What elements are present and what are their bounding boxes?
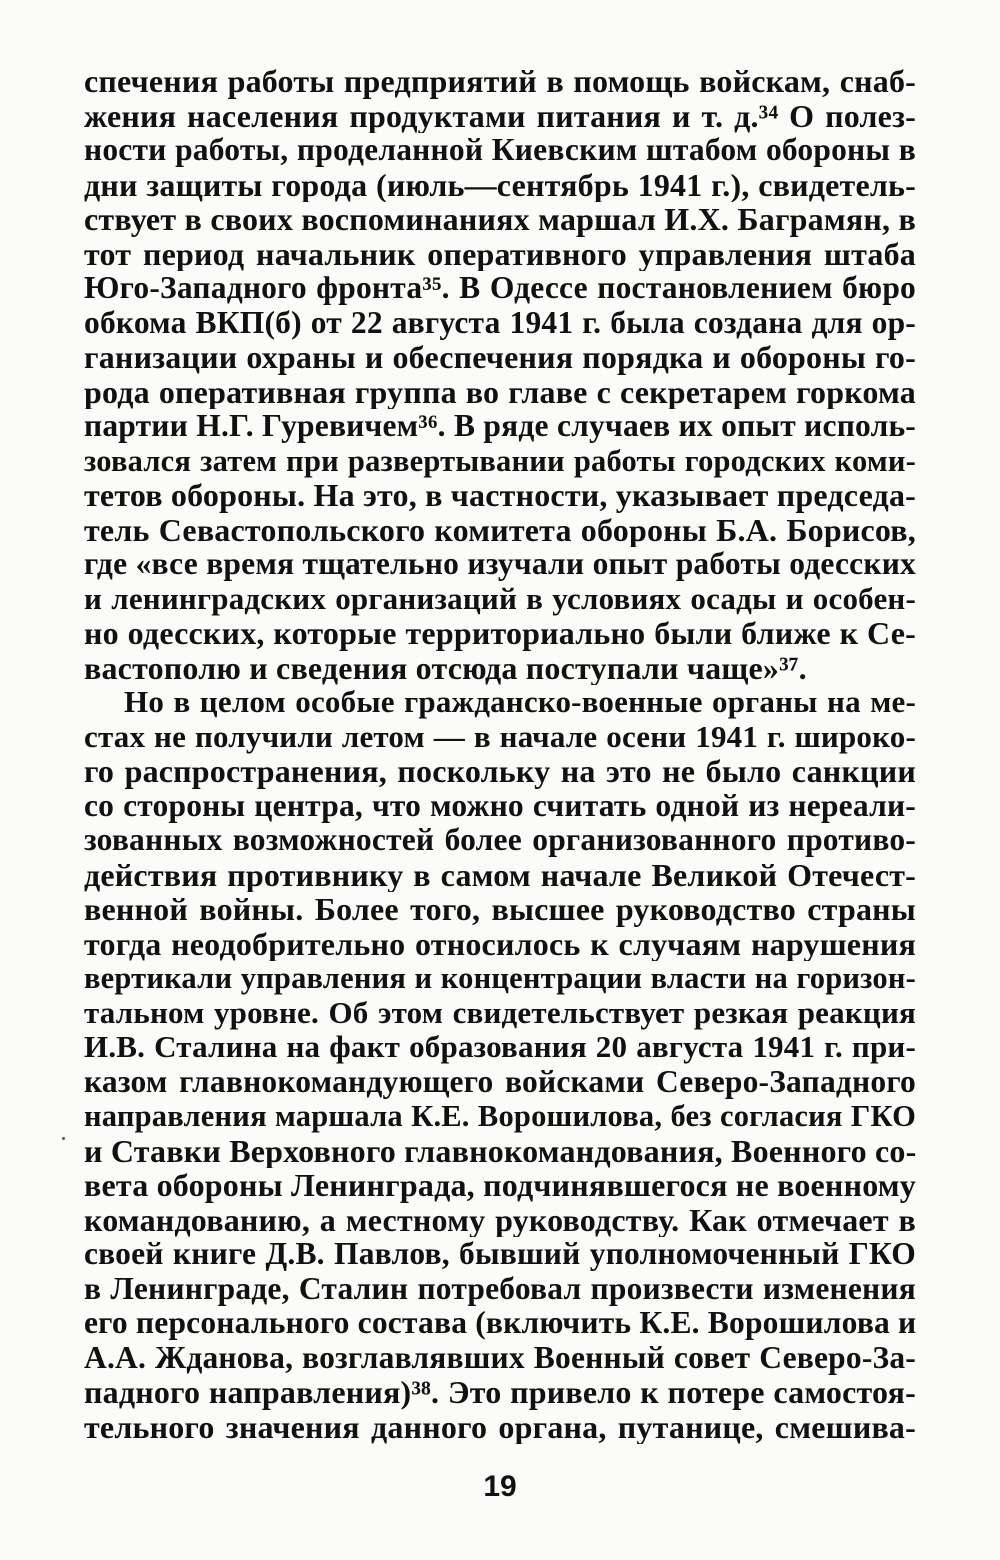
text-line: обкома ВКП(б) от 22 августа 1941 г. была создана для ор- [84,305,916,340]
page-number: 19 [483,1470,517,1503]
text-line: венной войны. Более того, высшее руководство страны [84,892,916,927]
text-line: ганизации охраны и обеспечения порядка и обороны го- [84,340,916,375]
text-line: А.А. Жданова, возглавлявших Военный совет Северо-За- [84,1340,916,1375]
text-line: и ленинградских организаций в условиях осады и особен- [84,581,916,616]
text-line: тогда неодобрительно относилось к случаям нарушения [84,926,916,961]
text-line: командованию, а местному руководству. Как отмечает в [84,1202,916,1237]
paragraph-2 [84,685,916,1444]
text-line: и Ставки Верховного главнокомандования, Военного со- [84,1133,916,1168]
text-line: тетов обороны. На это, в частности, указывает председа- [84,478,916,513]
body-text [84,64,916,1444]
text-line: партии Н.Г. Гуревичем³⁶. В ряде случаев их опыт исполь- [84,409,916,443]
text-line: тельного значения данного органа, путанице, смешива- [84,1409,916,1444]
text-line: казом главнокомандующего войсками Северо-Западного [84,1064,916,1099]
text-line: падного направления)³⁸. Это привело к потере самостоя- [84,1375,916,1410]
text-line: дни защиты города (июль—сентябрь 1941 г.), свидетель- [84,167,916,202]
text-line: вастополю и сведения отсюда поступали чаще»³⁷. [84,650,807,685]
paragraph-1 [84,64,916,685]
text-line: стах не получили летом — в начале осени 1941 г. широко- [84,719,916,754]
text-line: зованных возможностей более организованного противо- [84,823,916,857]
text-line: действия противнику в самом начале Великой Отечест- [84,857,916,892]
text-line: ности работы, проделанной Киевским штабом обороны в [84,133,916,167]
text-line: И.В. Сталина на факт образования 20 августа 1941 г. при- [84,1030,916,1064]
text-line: вертикали управления и концентрации власти на горизон- [84,961,916,995]
text-line: в Ленинграде, Сталин потребовал произвести изменения [84,1271,916,1306]
text-line: жения населения продуктами питания и т. д.³⁴ О полез- [84,98,916,133]
text-line: его персонального состава (включить К.Е. Ворошилова и [84,1306,916,1340]
text-line: своей книге Д.В. Павлов, бывший уполномоченный ГКО [84,1237,916,1271]
text-line: тот период начальник оперативного управления штаба [84,236,916,271]
text-line: ствует в своих воспоминаниях маршал И.Х. Баграмян, в [84,202,916,237]
text-line: где «все время тщательно изучали опыт работы одесских [84,547,916,581]
text-line: рода оперативная группа во главе с секретарем горкома [84,374,916,409]
text-line: вета обороны Ленинграда, подчинявшегося не военному [84,1168,916,1203]
text-line: Юго-Западного фронта³⁵. В Одессе постановлением бюро [84,271,916,305]
text-line: со стороны центра, что можно считать одной из нереали- [84,788,916,823]
scan-speck [62,1137,65,1140]
text-line: тель Севастопольского комитета обороны Б.А. Борисов, [84,512,916,547]
text-line: тальном уровне. Об этом свидетельствует резкая реакция [84,995,916,1030]
text-line: спечения работы предприятий в помощь войскам, снаб- [84,64,916,99]
text-line: но одесских, которые территориально были ближе к Се- [84,616,916,651]
text-line: зовался затем при развертывании работы городских коми- [84,443,916,478]
text-line: Но в целом особые гражданско-военные органы на ме- [124,685,916,719]
text-line: направления маршала К.Е. Ворошилова, без согласия ГКО [84,1099,916,1133]
text-line: го распространения, поскольку на это не было санкции [84,754,916,789]
